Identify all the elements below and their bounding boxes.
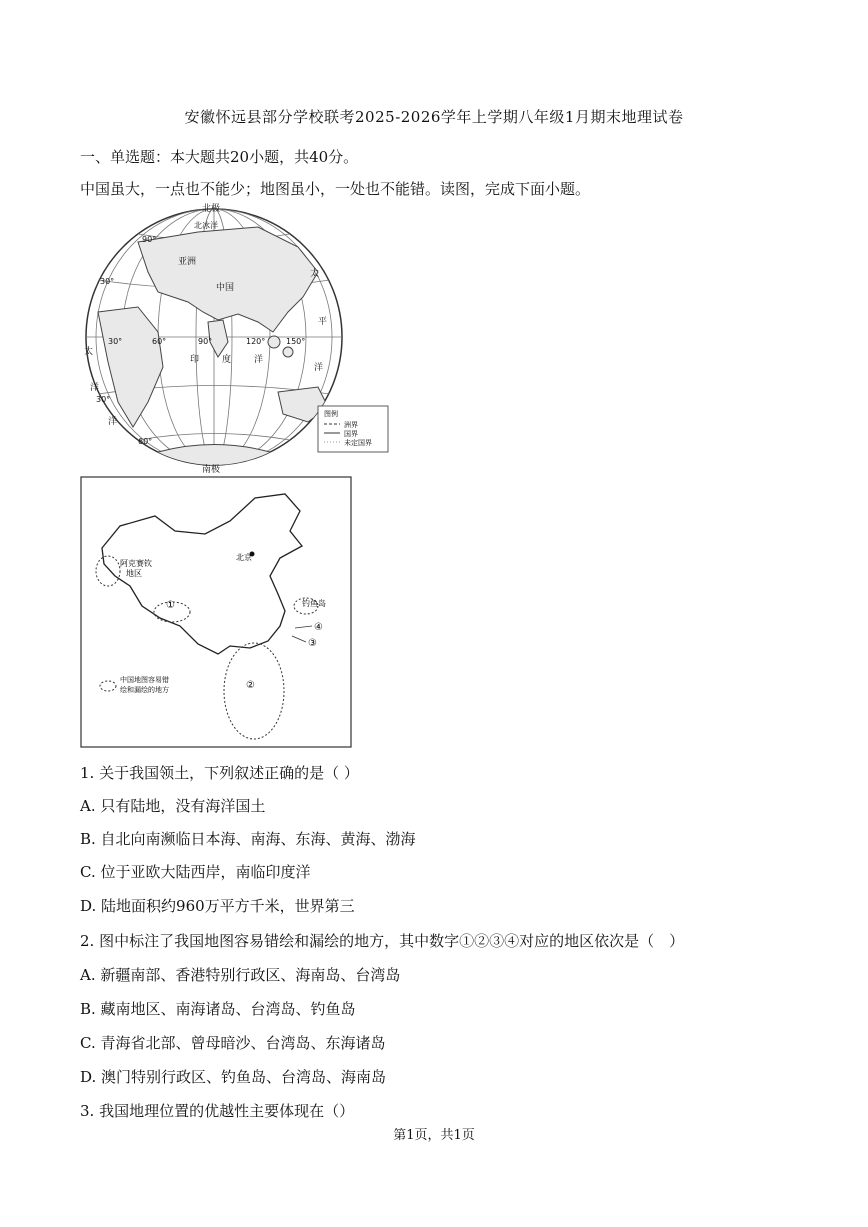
label-asia: 亚洲: [178, 257, 197, 267]
marker-2: ②: [246, 680, 255, 691]
question-2-stem: 2. 图中标注了我国地图容易错绘和漏绘的地方，其中数字①②③④对应的地区依次是（ ）: [80, 932, 685, 950]
label-lon-120: 120°: [246, 337, 266, 346]
china-map-frame: [81, 477, 351, 747]
label-lat-s30: 30°: [96, 395, 111, 404]
label-indian-ocean-3: 洋: [254, 355, 264, 365]
label-south-pole: 南极: [202, 465, 221, 474]
label-beijing: 北京: [236, 553, 252, 562]
islands-shape: [283, 347, 293, 357]
page-title: 安徽怀远县部分学校联考2025-2026学年上学期八年级1月期末地理试卷: [184, 108, 684, 126]
q1-option-a: A. 只有陆地，没有海洋国土: [80, 797, 266, 815]
islands-shape: [268, 336, 280, 348]
q2-option-c: C. 青海省北部、曾母暗沙、台湾岛、东海诸岛: [80, 1034, 386, 1052]
label-indian-ocean-2: 度: [222, 355, 232, 365]
marker-3: ③: [308, 638, 317, 649]
label-diaoyu: 钓鱼岛: [302, 599, 326, 608]
q2-option-a: A. 新疆南部、香港特别行政区、海南岛、台湾岛: [80, 966, 401, 984]
label-lon-30: 30°: [108, 337, 123, 346]
label-lon-60: 60°: [152, 337, 167, 346]
globe-map-svg: [78, 202, 390, 474]
label-aksai-chin-1: 阿克赛钦: [120, 559, 152, 568]
china-map: [80, 476, 352, 748]
label-atlantic-2: 洋: [90, 383, 100, 393]
question-3-stem: 3. 我国地理位置的优越性主要体现在（）: [80, 1102, 355, 1120]
q1-option-b: B. 自北向南濒临日本海、南海、东海、黄海、渤海: [80, 830, 416, 848]
intro-text: 中国虽大，一点也不能少；地图虽小，一处也不能错。读图，完成下面小题。: [80, 180, 591, 198]
label-atlantic-3: 洋: [108, 417, 118, 427]
china-legend-line-2: 绘和漏绘的地方: [120, 686, 169, 694]
label-arctic-ocean: 北冰洋: [194, 221, 218, 230]
label-north-pole: 北极: [202, 204, 221, 214]
label-aksai-chin-2: 地区: [126, 569, 142, 578]
marker-1: ①: [166, 600, 175, 611]
q1-option-c: C. 位于亚欧大陆西岸，南临印度洋: [80, 863, 311, 881]
legend-title: 图例: [324, 410, 338, 418]
page-footer: 第1页，共1页: [393, 1128, 475, 1143]
label-atlantic-1: 太: [84, 347, 94, 357]
marker-4: ④: [314, 622, 323, 633]
label-lat-n30: 30°: [100, 277, 115, 286]
legend-item-border: 国界: [344, 430, 358, 438]
q1-option-d: D. 陆地面积约960万平方千米，世界第三: [80, 897, 355, 915]
label-pacific-1: 太: [310, 269, 320, 279]
label-pacific-3: 洋: [314, 363, 324, 373]
q2-option-b: B. 藏南地区、南海诸岛、台湾岛、钓鱼岛: [80, 1000, 356, 1018]
label-china: 中国: [216, 283, 235, 293]
legend-item-continent: 洲界: [344, 421, 358, 429]
label-lon-150: 150°: [286, 337, 306, 346]
question-1-stem: 1. 关于我国领土，下列叙述正确的是（ ）: [80, 764, 359, 782]
section-heading: 一、单选题：本大题共20小题，共40分。: [80, 148, 359, 166]
label-lat-60: 90°: [142, 235, 157, 244]
q2-option-d: D. 澳门特别行政区、钓鱼岛、台湾岛、海南岛: [80, 1068, 387, 1086]
label-lon-90: 90°: [198, 337, 213, 346]
globe-legend: [318, 406, 388, 452]
china-map-svg: [80, 476, 352, 748]
china-legend-line-1: 中国地图容易错: [120, 676, 169, 684]
label-indian-ocean-1: 印: [190, 355, 200, 365]
globe-map: [78, 202, 390, 474]
label-pacific-2: 平: [318, 317, 328, 327]
legend-item-undefined: 未定国界: [344, 439, 372, 447]
label-lat-60s: 60°: [138, 437, 153, 446]
